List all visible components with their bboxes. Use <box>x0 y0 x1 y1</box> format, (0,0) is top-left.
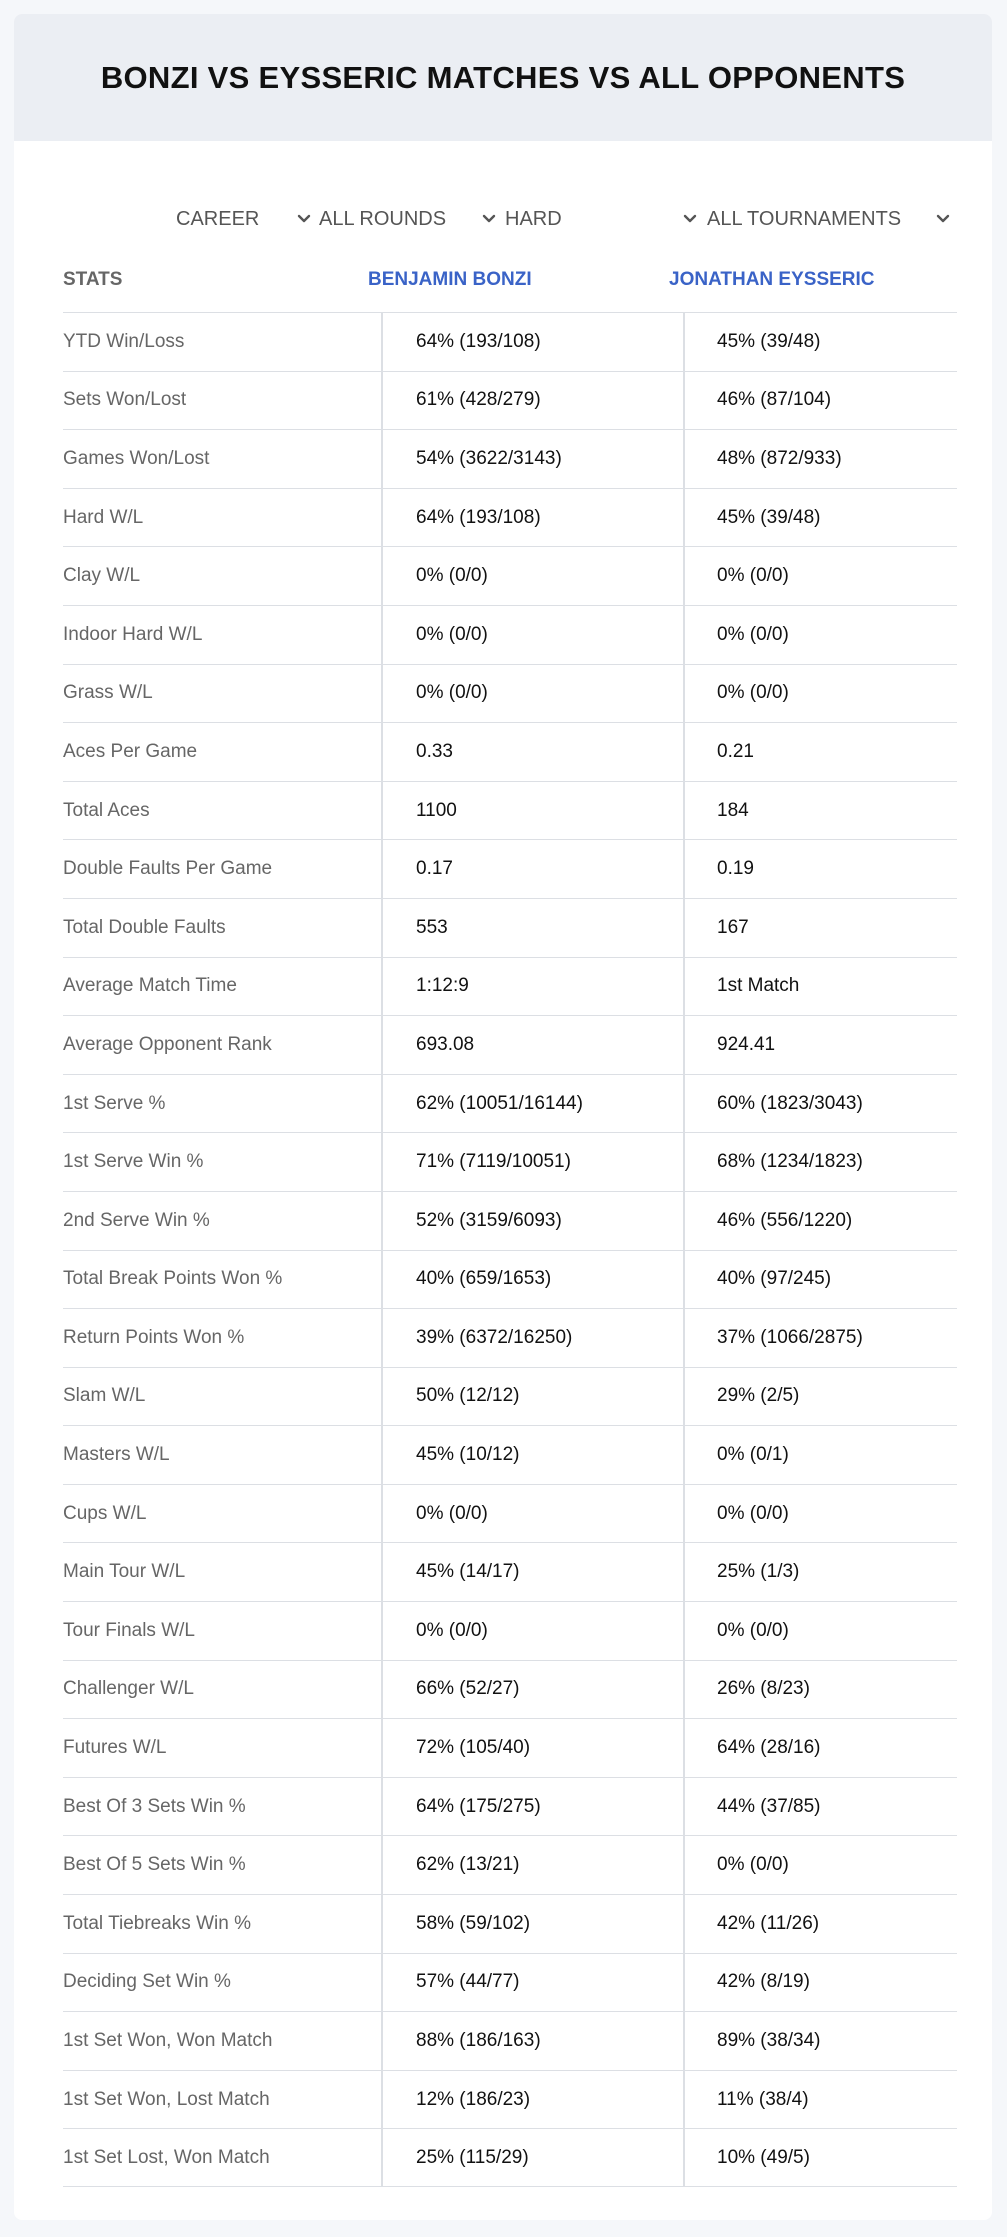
stat-label: 1st Set Lost, Won Match <box>63 2146 270 2168</box>
player2-stat-value: 26% (8/23) <box>717 1678 810 1700</box>
table-row <box>63 2070 957 2129</box>
rounds-filter-select[interactable] <box>319 191 499 247</box>
column-divider <box>381 1368 383 1426</box>
stat-label: Cups W/L <box>63 1502 147 1524</box>
column-divider <box>683 2071 685 2129</box>
player2-stat-value: 25% (1/3) <box>717 1561 800 1583</box>
table-row <box>63 1074 957 1133</box>
player1-stat-value: 57% (44/77) <box>416 1971 520 1993</box>
stat-label: 1st Serve Win % <box>63 1151 204 1173</box>
column-divider <box>381 1016 383 1074</box>
column-divider <box>381 958 383 1016</box>
player2-stat-value: 42% (11/26) <box>717 1912 820 1934</box>
player2-stat-value: 64% (28/16) <box>717 1737 821 1759</box>
player1-stat-value: 50% (12/12) <box>416 1385 520 1407</box>
column-divider <box>683 1192 685 1250</box>
player1-column-header[interactable]: BENJAMIN BONZI <box>368 268 532 290</box>
player1-stat-value: 71% (7119/10051) <box>416 1151 571 1173</box>
player2-stat-value: 0.19 <box>717 858 754 880</box>
table-row <box>63 722 957 781</box>
column-divider <box>683 1309 685 1367</box>
column-divider <box>381 1602 383 1660</box>
stat-label: 1st Set Won, Won Match <box>63 2030 273 2052</box>
player2-stat-value: 11% (38/4) <box>717 2088 809 2110</box>
table-row <box>63 1367 957 1426</box>
column-divider <box>683 1251 685 1309</box>
column-divider <box>381 313 383 371</box>
player2-stat-value: 89% (38/34) <box>717 2030 821 2052</box>
player2-stat-value: 1st Match <box>717 975 800 997</box>
player2-stat-value: 37% (1066/2875) <box>717 1326 863 1348</box>
column-divider <box>381 430 383 488</box>
stat-label: Double Faults Per Game <box>63 858 273 880</box>
table-row <box>63 371 957 430</box>
player1-stat-value: 1100 <box>416 799 457 821</box>
stat-label: Games Won/Lost <box>63 447 210 469</box>
table-row <box>63 1250 957 1309</box>
surface-filter-select[interactable] <box>505 191 705 247</box>
player2-stat-value: 46% (556/1220) <box>717 1209 853 1231</box>
table-row <box>63 781 957 840</box>
stats-column-header: STATS <box>63 268 123 290</box>
stat-label: 2nd Serve Win % <box>63 1209 210 1231</box>
column-divider <box>381 1133 383 1191</box>
table-row <box>63 1660 957 1719</box>
player2-stat-value: 40% (97/245) <box>717 1268 832 1290</box>
column-divider <box>683 2129 685 2186</box>
page-title: BONZI VS EYSSERIC MATCHES VS ALL OPPONENTS <box>100 59 906 95</box>
table-row <box>63 429 957 488</box>
player1-stat-value: 0% (0/0) <box>416 565 488 587</box>
column-divider <box>381 372 383 430</box>
column-divider <box>381 1895 383 1953</box>
column-divider <box>683 1954 685 2012</box>
column-divider <box>381 2012 383 2070</box>
stat-label: Average Match Time <box>63 975 237 997</box>
column-divider <box>683 1661 685 1719</box>
player2-stat-value: 44% (37/85) <box>717 1795 821 1817</box>
stat-label: Best Of 3 Sets Win % <box>63 1795 246 1817</box>
column-divider <box>381 665 383 723</box>
column-divider <box>683 372 685 430</box>
column-divider <box>683 547 685 605</box>
player1-stat-value: 66% (52/27) <box>416 1678 520 1700</box>
table-row <box>63 1777 957 1836</box>
card-header <box>14 14 992 141</box>
stat-label: 1st Set Won, Lost Match <box>63 2088 270 2110</box>
column-divider <box>381 606 383 664</box>
column-divider <box>683 1426 685 1484</box>
stats-card <box>14 14 992 2220</box>
player1-stat-value: 12% (186/23) <box>416 2088 531 2110</box>
column-divider <box>683 1016 685 1074</box>
stat-label: Clay W/L <box>63 565 141 587</box>
column-divider <box>683 606 685 664</box>
table-row <box>63 1835 957 1894</box>
column-divider <box>381 1836 383 1894</box>
column-divider <box>683 899 685 957</box>
player2-stat-value: 68% (1234/1823) <box>717 1151 863 1173</box>
column-divider <box>683 1368 685 1426</box>
stat-label: Hard W/L <box>63 506 144 528</box>
column-divider <box>683 723 685 781</box>
table-row <box>63 1894 957 1953</box>
career-filter-select[interactable] <box>176 191 316 247</box>
column-divider <box>683 1895 685 1953</box>
column-divider <box>381 1661 383 1719</box>
column-divider <box>683 958 685 1016</box>
column-divider <box>683 489 685 547</box>
table-row <box>63 1425 957 1484</box>
column-divider <box>381 840 383 898</box>
player2-stat-value: 0.21 <box>717 740 754 762</box>
column-divider <box>381 547 383 605</box>
column-divider <box>381 1075 383 1133</box>
player1-stat-value: 45% (10/12) <box>416 1444 520 1466</box>
player2-stat-value: 45% (39/48) <box>717 330 821 352</box>
column-divider <box>381 1485 383 1543</box>
player1-stat-value: 0% (0/0) <box>416 1502 488 1524</box>
filter-value: ALL TOURNAMENTS <box>707 207 902 230</box>
column-divider <box>381 1192 383 1250</box>
player1-stat-value: 25% (115/29) <box>416 2146 529 2168</box>
column-divider <box>683 665 685 723</box>
table-row <box>63 1191 957 1250</box>
player2-column-header[interactable]: JONATHAN EYSSERIC <box>669 268 875 290</box>
player1-stat-value: 553 <box>416 916 448 938</box>
column-divider <box>381 1426 383 1484</box>
chevron-down-icon <box>294 209 314 229</box>
column-divider <box>381 899 383 957</box>
table-row <box>63 1953 957 2012</box>
column-divider <box>683 1836 685 1894</box>
player2-stat-value: 0% (0/0) <box>717 565 789 587</box>
stat-label: Main Tour W/L <box>63 1561 186 1583</box>
player1-stat-value: 88% (186/163) <box>416 2030 541 2052</box>
table-row <box>63 839 957 898</box>
player1-stat-value: 693.08 <box>416 1033 475 1055</box>
column-divider <box>683 1133 685 1191</box>
player1-stat-value: 0.17 <box>416 858 453 880</box>
table-row <box>63 1484 957 1543</box>
table-body <box>63 312 957 2187</box>
stat-label: Total Aces <box>63 799 150 821</box>
column-divider <box>683 840 685 898</box>
column-divider <box>683 782 685 840</box>
table-row <box>63 488 957 547</box>
player2-stat-value: 0% (0/0) <box>717 1619 789 1641</box>
player1-stat-value: 72% (105/40) <box>416 1737 531 1759</box>
stat-label: Indoor Hard W/L <box>63 623 203 645</box>
table-row <box>63 2128 957 2187</box>
stat-label: 1st Serve % <box>63 1092 166 1114</box>
column-divider <box>381 1543 383 1601</box>
player2-stat-value: 10% (49/5) <box>717 2146 810 2168</box>
stat-label: Deciding Set Win % <box>63 1971 231 1993</box>
column-divider <box>381 1251 383 1309</box>
stat-label: Return Points Won % <box>63 1326 245 1348</box>
player1-stat-value: 39% (6372/16250) <box>416 1326 573 1348</box>
player1-stat-value: 58% (59/102) <box>416 1912 531 1934</box>
player1-stat-value: 1:12:9 <box>416 975 469 997</box>
column-divider <box>683 1485 685 1543</box>
player2-stat-value: 0% (0/0) <box>717 1854 789 1876</box>
filter-value: HARD <box>505 207 562 230</box>
stat-label: Slam W/L <box>63 1385 146 1407</box>
column-divider <box>683 430 685 488</box>
player1-stat-value: 52% (3159/6093) <box>416 1209 562 1231</box>
player2-stat-value: 924.41 <box>717 1033 776 1055</box>
column-divider <box>683 1075 685 1133</box>
table-row <box>63 957 957 1016</box>
column-divider <box>381 782 383 840</box>
player1-stat-value: 0% (0/0) <box>416 623 488 645</box>
stat-label: Total Break Points Won % <box>63 1268 283 1290</box>
column-divider <box>683 1778 685 1836</box>
player1-stat-value: 61% (428/279) <box>416 389 541 411</box>
player2-stat-value: 167 <box>717 916 749 938</box>
player2-stat-value: 29% (2/5) <box>717 1385 800 1407</box>
player1-stat-value: 54% (3622/3143) <box>416 447 562 469</box>
stat-label: Sets Won/Lost <box>63 389 187 411</box>
table-row <box>63 1015 957 1074</box>
column-divider <box>381 1719 383 1777</box>
player2-stat-value: 184 <box>717 799 749 821</box>
chevron-down-icon <box>479 209 499 229</box>
player2-stat-value: 48% (872/933) <box>717 447 842 469</box>
column-divider <box>381 2071 383 2129</box>
stat-label: Futures W/L <box>63 1737 167 1759</box>
player1-stat-value: 0% (0/0) <box>416 1619 488 1641</box>
table-row <box>63 1718 957 1777</box>
table-row <box>63 898 957 957</box>
filter-value: ALL ROUNDS <box>319 207 447 230</box>
player1-stat-value: 40% (659/1653) <box>416 1268 552 1290</box>
player2-stat-value: 42% (8/19) <box>717 1971 810 1993</box>
table-row <box>63 2011 957 2070</box>
column-divider <box>381 723 383 781</box>
player2-stat-value: 45% (39/48) <box>717 506 821 528</box>
table-row <box>63 1542 957 1601</box>
filter-bar <box>14 191 992 247</box>
chevron-down-icon <box>933 209 953 229</box>
column-divider <box>381 1778 383 1836</box>
table-row <box>63 312 957 371</box>
stat-label: Total Double Faults <box>63 916 226 938</box>
stat-label: Total Tiebreaks Win % <box>63 1912 251 1934</box>
column-divider <box>381 1954 383 2012</box>
stat-label: Tour Finals W/L <box>63 1619 195 1641</box>
player1-stat-value: 45% (14/17) <box>416 1561 520 1583</box>
player2-stat-value: 60% (1823/3043) <box>717 1092 863 1114</box>
column-divider <box>683 2012 685 2070</box>
column-divider <box>381 2129 383 2186</box>
table-row <box>63 1132 957 1191</box>
player1-stat-value: 64% (175/275) <box>416 1795 541 1817</box>
column-divider <box>381 489 383 547</box>
player2-stat-value: 0% (0/0) <box>717 1502 789 1524</box>
filter-value: CAREER <box>176 207 260 230</box>
stat-label: Best Of 5 Sets Win % <box>63 1854 246 1876</box>
player2-stat-value: 46% (87/104) <box>717 389 832 411</box>
stat-label: Grass W/L <box>63 682 153 704</box>
stat-label: Aces Per Game <box>63 740 198 762</box>
player1-stat-value: 62% (13/21) <box>416 1854 520 1876</box>
table-row <box>63 605 957 664</box>
table-row <box>63 1601 957 1660</box>
player2-stat-value: 0% (0/1) <box>717 1444 789 1466</box>
column-divider <box>683 1719 685 1777</box>
chevron-down-icon <box>680 209 700 229</box>
stats-table <box>63 247 957 2187</box>
table-row <box>63 546 957 605</box>
player2-stat-value: 0% (0/0) <box>717 623 789 645</box>
stat-label: Challenger W/L <box>63 1678 194 1700</box>
player1-stat-value: 64% (193/108) <box>416 330 541 352</box>
player1-stat-value: 64% (193/108) <box>416 506 541 528</box>
player1-stat-value: 0.33 <box>416 740 453 762</box>
table-header <box>63 247 957 312</box>
player2-stat-value: 0% (0/0) <box>717 682 789 704</box>
table-row <box>63 1308 957 1367</box>
column-divider <box>683 313 685 371</box>
player1-stat-value: 0% (0/0) <box>416 682 488 704</box>
stat-label: Masters W/L <box>63 1444 170 1466</box>
column-divider <box>683 1602 685 1660</box>
stat-label: YTD Win/Loss <box>63 330 185 352</box>
column-divider <box>381 1309 383 1367</box>
table-row <box>63 664 957 723</box>
stat-label: Average Opponent Rank <box>63 1033 272 1055</box>
player1-stat-value: 62% (10051/16144) <box>416 1092 583 1114</box>
column-divider <box>683 1543 685 1601</box>
tournaments-filter-select[interactable] <box>707 191 967 247</box>
